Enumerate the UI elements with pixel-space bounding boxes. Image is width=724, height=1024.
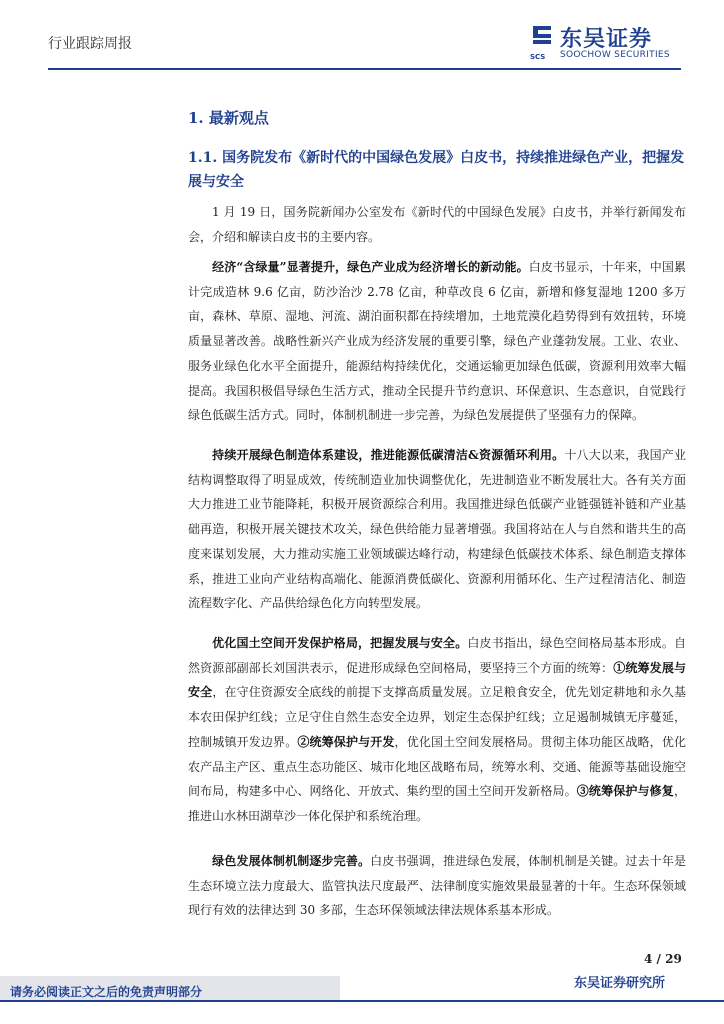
paragraph-text: 白皮书显示，十年来，中国累计完成造林 9.6 亿亩，防沙治沙 2.78 亿亩，种草改良 6 亿亩，新增和修复湿地 1200 多万亩，森林、草原、湿地、河流、湖泊面积都在持续增加，土地荒漠化趋势得到有效扭转，环境质量显著改善。战略性新兴产业成为经济发展的重要引擎，绿色产业蓬勃发展。工业、农业、服务业绿色化水平全面提升，能源结构持续优化，交通运输更加绿色低碳，资源利用效率大幅提高。我国积极倡导绿色生活方式，推动全民提升节约意识、环保意识、生态意识，自觉践行绿色低碳生活方式。同时，体制机制进一步完善，为绿色发展提供了坚强有力的保障。 bbox=[188, 260, 686, 423]
logo-english-name: SOOCHOW SECURITIES bbox=[560, 50, 670, 60]
paragraph-intro bbox=[188, 200, 686, 249]
paragraph-lead: 绿色发展体制机制逐步完善。 bbox=[212, 854, 371, 868]
paragraph-territorial-space bbox=[188, 631, 686, 829]
page-number: 4 / 29 bbox=[644, 952, 682, 966]
disclaimer-text: 请务必阅读正文之后的免责声明部分 bbox=[10, 985, 203, 999]
paragraph-green-economy bbox=[188, 255, 686, 428]
paragraph-lead: 优化国土空间开发保护格局，把握发展与安全。 bbox=[212, 636, 468, 650]
point-two-text: ，优化国土空间发展格局。贯彻主体功能区战略，优化农产品主产区、重点生态功能区、城市化地区战略布局，统筹水利、交通、能源等基础设施空间布局，构建多中心、网络化、开放式、集约型的国土空间开发新格局。 bbox=[188, 734, 686, 799]
point-one-lead: ①统筹发展与安全 bbox=[188, 660, 686, 700]
paragraph-lead: 经济“含绿量”显著提升，绿色产业成为经济增长的新动能。 bbox=[212, 260, 529, 274]
company-logo bbox=[530, 22, 680, 62]
paragraph-text: 十八大以来，我国产业结构调整取得了明显成效，传统制造业加快调整优化，先进制造业不断发展壮大。各有关方面大力推进工业节能降耗，积极开展资源综合利用。我国推进绿色低碳产业链强链补链和产业基础再造，积极开展关键技术攻关，绿色供给能力显著增强。我国将站在人与自然和谐共生的高度来谋划发展，大力推动实施工业领域碳达峰行动，构建绿色低碳技术体系、绿色制造支撑体系，推进工业向产业结构高端化、能源消费低碳化、资源利用循环化、生产过程清洁化、制造流程数字化、产品供给绿色化方向转型发展。 bbox=[188, 448, 686, 611]
report-type-label: 行业跟踪周报 bbox=[48, 36, 132, 52]
logo-mark-text: SCS bbox=[530, 53, 546, 61]
institute-name: 东吴证券研究所 bbox=[574, 976, 666, 991]
point-three-text: ，推进山水林田湖草沙一体化保护和系统治理。 bbox=[188, 784, 686, 823]
paragraph-institutions bbox=[188, 849, 686, 923]
logo-chinese-name: 东吴证券 bbox=[560, 27, 653, 52]
subsection-title: 1.1. 国务院发布《新时代的中国绿色发展》白皮书，持续推进绿色产业，把握发展与安全 bbox=[188, 150, 685, 190]
point-three-lead: ③统筹保护与修复 bbox=[576, 784, 674, 799]
header-divider bbox=[48, 68, 681, 70]
paragraph-text: 1 月 19 日，国务院新闻办公室发布《新时代的中国绿色发展》白皮书，并举行新闻发布会，介绍和解读白皮书的主要内容。 bbox=[188, 205, 686, 244]
paragraph-text: 白皮书强调，推进绿色发展，体制机制是关键。过去十年是生态环境立法力度最大、监管执法尺度最严、法律制度实施效果最显著的十年。生态环保领域现行有效的法律达到 30 多部，生态环保领域法律法规体系基本形成。 bbox=[188, 854, 686, 918]
point-two-lead: ②统筹保护与开发 bbox=[297, 734, 395, 749]
point-one-text: ，在守住资源安全底线的前提下支撑高质量发展。立足粮食安全，优先划定耕地和永久基本农田保护红线；立足守住自然生态安全边界，划定生态保护红线；立足遏制城镇无序蔓延，控制城镇开发边界。 bbox=[188, 685, 686, 749]
paragraph-green-manufacturing bbox=[188, 443, 686, 616]
footer-divider bbox=[0, 1000, 724, 1002]
paragraph-text: 白皮书指出，绿色空间格局基本形成。自然资源部副部长刘国洪表示，促进形成绿色空间格局，要坚持三个方面的统筹： bbox=[188, 636, 686, 675]
section-title: 1. 最新观点 bbox=[188, 109, 269, 127]
paragraph-lead: 持续开展绿色制造体系建设，推进能源低碳清洁&资源循环利用。 bbox=[212, 448, 565, 462]
logo-emblem-icon bbox=[530, 22, 554, 52]
